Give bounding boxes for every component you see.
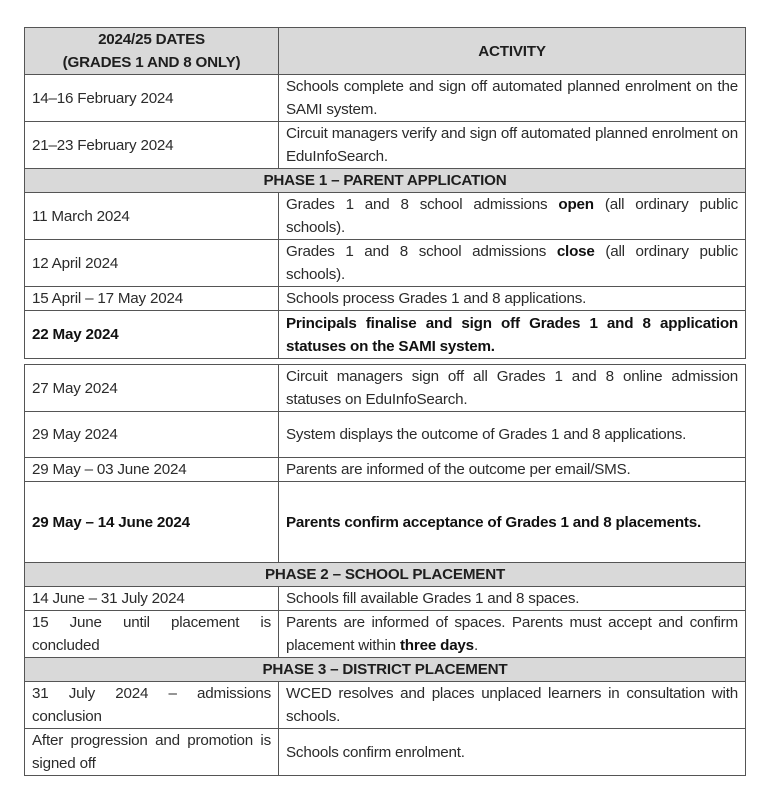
activity-cell: System displays the outcome of Grades 1 and 8 applications. (279, 412, 746, 458)
date-cell: 14–16 February 2024 (25, 75, 279, 122)
admissions-schedule-table-part-2 (24, 364, 746, 776)
table-row (25, 458, 746, 482)
activity-cell: Grades 1 and 8 school admissions open (all ordinary public schools). (279, 193, 746, 240)
table-row (25, 75, 746, 122)
date-cell: 27 May 2024 (25, 365, 279, 412)
phase-2-header-row (25, 563, 746, 587)
table-row (25, 240, 746, 287)
date-cell: 15 April – 17 May 2024 (25, 287, 279, 311)
table-row (25, 287, 746, 311)
table-row (25, 122, 746, 169)
table-row (25, 365, 746, 412)
activity-cell: WCED resolves and places unplaced learners in consultation with schools. (279, 682, 746, 729)
activity-cell: Parents are informed of spaces. Parents must accept and confirm placement within three days. (279, 611, 746, 658)
table-header-row (25, 28, 746, 75)
table-row (25, 193, 746, 240)
date-cell: 31 July 2024 – admissions conclusion (25, 682, 279, 729)
date-cell: After progression and promotion is signed off (25, 729, 279, 776)
activity-cell: Schools process Grades 1 and 8 applications. (279, 287, 746, 311)
dates-column-header (25, 28, 279, 75)
date-cell: 15 June until placement is concluded (25, 611, 279, 658)
table-row (25, 729, 746, 776)
table-row (25, 611, 746, 658)
table-row (25, 682, 746, 729)
activity-cell: Parents confirm acceptance of Grades 1 and 8 placements. (279, 482, 746, 563)
activity-cell: Parents are informed of the outcome per email/SMS. (279, 458, 746, 482)
table-row-highlighted (25, 311, 746, 359)
date-cell: 29 May – 03 June 2024 (25, 458, 279, 482)
activity-column-header: ACTIVITY (279, 28, 746, 75)
admissions-schedule-table-part-1 (24, 27, 746, 359)
phase-1-header-row (25, 169, 746, 193)
table-row (25, 412, 746, 458)
phase-1-title: PHASE 1 – PARENT APPLICATION (25, 169, 746, 193)
close-emphasis: close (556, 243, 595, 260)
phase-3-title: PHASE 3 – DISTRICT PLACEMENT (25, 658, 746, 682)
dates-header-line2: (GRADES 1 AND 8 ONLY) (62, 54, 241, 71)
phase-3-header-row (25, 658, 746, 682)
dates-header-line1: 2024/25 DATES (98, 31, 205, 48)
activity-cell: Schools confirm enrolment. (279, 729, 746, 776)
phase-2-title: PHASE 2 – SCHOOL PLACEMENT (25, 563, 746, 587)
three-days-emphasis: three days (399, 637, 474, 654)
date-cell: 14 June – 31 July 2024 (25, 587, 279, 611)
date-cell: 29 May – 14 June 2024 (25, 482, 279, 563)
activity-cell: Principals finalise and sign off Grades 1 and 8 application statuses on the SAMI system. (279, 311, 746, 359)
date-cell: 22 May 2024 (25, 311, 279, 359)
date-cell: 11 March 2024 (25, 193, 279, 240)
activity-cell: Schools complete and sign off automated planned enrolment on the SAMI system. (279, 75, 746, 122)
activity-cell: Circuit managers verify and sign off automated planned enrolment on EduInfoSearch. (279, 122, 746, 169)
activity-cell: Grades 1 and 8 school admissions close (all ordinary public schools). (279, 240, 746, 287)
open-emphasis: open (558, 196, 594, 213)
activity-cell: Schools fill available Grades 1 and 8 spaces. (279, 587, 746, 611)
date-cell: 21–23 February 2024 (25, 122, 279, 169)
date-cell: 29 May 2024 (25, 412, 279, 458)
date-cell: 12 April 2024 (25, 240, 279, 287)
table-row (25, 587, 746, 611)
table-row-highlighted (25, 482, 746, 563)
activity-cell: Circuit managers sign off all Grades 1 and 8 online admission statuses on EduInfoSearch. (279, 365, 746, 412)
